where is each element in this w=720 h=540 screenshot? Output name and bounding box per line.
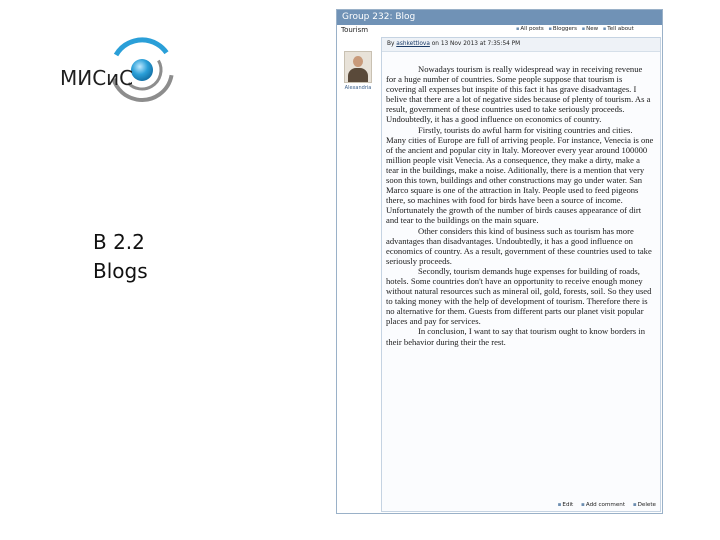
bloggers-link[interactable]: ▪ Bloggers [548,26,577,32]
post-paragraph: Secondly, tourism demands huge expenses for building of roads, hotels. Some countries don't have an opportunity to receive enough money without natural resources such as mineral oil, gold, forests, soil. So they used to taking money with the help of development of tourism. Therefore there is no alternative for them. Guests from different parts our planet visit popular places and pay for services. [386,265,652,327]
meta-prefix: By [387,41,395,47]
post-paragraph: Firstly, tourists do awful harm for visiting countries and cities. Many cities of Europe are full of arriving people. For instance, Venecia is one of the ancient and popular city in Italy. Moreover every year around 100000 million people visit Venecia. As a consequence, they make a dirty, make a tear in the buildings, make a noise. Aditionally, there is a mention that very soon this town, buildings and other constructions may go under water. San Marco square is one of the attraction in Italy. People used to feed pigeons there, so machines with food for birds have been a source of income. Unfortunately the growth of the number of birds causes appearance of dirt and tear to the buildings on the main square. [386,124,654,226]
new-post-link[interactable]: ▪ New [582,26,598,32]
delete-button[interactable]: ▪ Delete [633,502,656,508]
blog-window-title: Group 232: Blog [337,10,662,25]
add-comment-button[interactable]: ▪ Add comment [581,502,625,508]
slide-title-line2: Blogs [93,259,148,283]
tell-about-link[interactable]: ▪ Tell about [603,26,634,32]
blog-toolbar [513,26,634,32]
author-column [339,47,377,91]
meta-author-link[interactable]: ashkettlova [396,41,430,47]
blog-window [336,9,663,514]
all-posts-link[interactable]: ▪ All posts [516,26,544,32]
slide-title [93,228,213,286]
post-paragraph: Nowadays tourism is really widespread way in receiving revenue for a huge number of countries. Some people suppose that tourism is covering all expenses but inspite of this fact it has grave disadvantages. I belive that there are a lot of negative sides because of plenty of tourism. As a result, government of these countries used to take seriously proceeds. Undoubtedly, it has a good influence on economics of country. [386,64,651,125]
blog-topic: Tourism [341,26,369,34]
post-paragraph: In conclusion, I want to say that tourism ought to know borders in their behavior during their the rest. [386,326,645,347]
logo-wordmark: МИСиС [60,66,134,90]
misis-logo [52,32,182,112]
slide-title-line1: B 2.2 [93,230,145,254]
blog-post [381,37,661,512]
post-actions [382,500,660,511]
edit-button[interactable]: ▪ Edit [558,502,574,508]
avatar-body-shape [348,68,368,83]
avatar-head-shape [353,56,363,67]
author-name-link[interactable]: Alexandria [344,85,372,91]
post-body [386,64,654,347]
avatar[interactable] [344,51,372,83]
post-paragraph: Other considers this kind of business such as tourism has more advantages than disadvantages. Undoubtedly, it has a good influence on economics of country. As a result, government of these countries used to take seriously proceeds. [386,225,652,266]
meta-date: on 13 Nov 2013 at 7:35:54 PM [431,41,521,47]
post-meta [382,38,660,52]
